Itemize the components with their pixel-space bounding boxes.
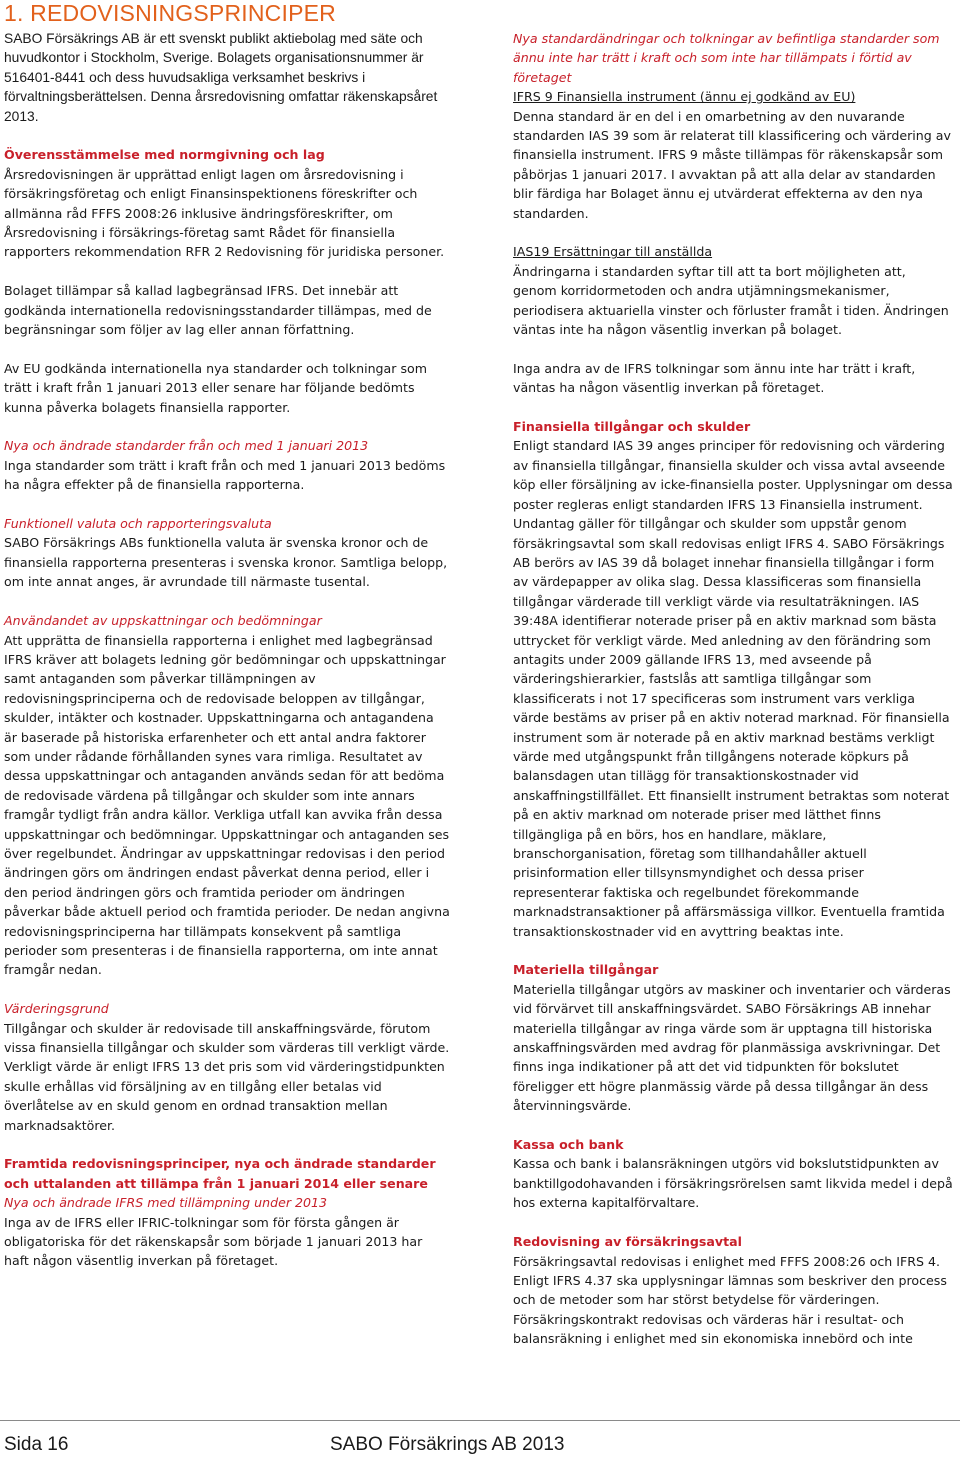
section-insurance-contracts	[513, 1232, 953, 1348]
section-eu-standards	[4, 359, 450, 417]
section-estimates	[4, 611, 450, 980]
section-other-ifrs	[513, 359, 953, 398]
section-heading: Nya och ändrade standarder från och med 1 januari 2013	[4, 438, 369, 454]
section-heading: Funktionell valuta och rapporteringsvaluta	[4, 516, 272, 532]
section-valuation	[4, 999, 450, 1135]
section-body: Årsredovisningen är upprättad enligt lagen om årsredovisning i försäkringsföretag och enligt Finansinspektionens föreskrifter och allmänna råd FFFS 2008:26 inklusive ändringsföreskrifter, om Årsredovisning i försäkrings-företag samt Rådet för finansiella rapporters rekommendation RFR 2 Redovisning för juridiska personer.	[4, 166, 445, 260]
section-new-standards	[4, 436, 450, 494]
section-body: Att upprätta de finansiella rapporterna i enlighet med lagbegränsad IFRS kräver att bolagets ledning gör bedömningar och uppskattningar samt antaganden som påverkar tillämpningen av redovisningsprinciperna och de redovisade beloppen av tillgångar, skulder, intäkter och kostnader. Uppskattningarna och antagandena är baserade på historiska erfarenheter och ett antal andra faktorer som under rådande förhållanden synes vara rimliga. Resultatet av dessa uppskattningar och antaganden används sedan för att bedöma de redovisade värdena på tillgångar och skulder som inte annars framgår tydligt från andra källor. Verkliga utfall kan avvika från dessa uppskattningar och bedömningar. Uppskattningar och antaganden ses över regelbundet. Ändringar av uppskattningar redovisas i den period ändringen görs om ändringen endast påverkat denna period, eller i den period ändringen görs och framtida perioder om ändringen påverkar både aktuell period och framtida perioder. De nedan angivna redovisningsprinciperna har tillämpats konsekvent på samtliga perioder som presenteras i de finansiella rapporterna, om inte annat framgår nedan.	[4, 632, 450, 978]
footer-divider	[0, 1420, 960, 1421]
section-body: Inga standarder som trätt i kraft från och med 1 januari 2013 bedöms ha några effekter på de finansiella rapporterna.	[4, 457, 446, 493]
right-column	[513, 29, 953, 1368]
section-heading: Överensstämmelse med normgivning och lag	[4, 147, 325, 163]
section-subheading: IFRS 9 Finansiella instrument (ännu ej godkänd av EU)	[513, 89, 856, 105]
section-body: Ändringarna i standarden syftar till att ta bort möjligheten att, genom korridormetoden och andra utjämningsmekanismer, periodisera aktuariella vinster och förluster framåt i tiden. Ändringen väntas inte ha någon väsentlig inverkan på bolaget.	[513, 263, 949, 338]
section-subheading: Nya och ändrade IFRS med tillämpning under 2013	[4, 1195, 328, 1211]
section-cash-bank	[513, 1135, 953, 1213]
section-heading: Redovisning av försäkringsavtal	[513, 1234, 742, 1250]
section-upcoming-standards	[513, 29, 953, 223]
section-heading: Värderingsgrund	[4, 1001, 109, 1017]
section-ias19	[513, 242, 953, 339]
section-subheading: IAS19 Ersättningar till anställda	[513, 244, 713, 260]
page-title: 1. REDOVISNINGSPRINCIPER	[4, 0, 336, 26]
section-body: Inga andra av de IFRS tolkningar som ännu inte har trätt i kraft, väntas ha någon väsentlig inverkan på företaget.	[513, 360, 916, 396]
section-heading: Finansiella tillgångar och skulder	[513, 419, 751, 435]
section-body: Denna standard är en del i en omarbetning av den nuvarande standarden IAS 39 som är relaterat till klassificering och värdering av finansiella instrument. IFRS 9 måste tillämpas för räkenskapsår som påbörjas 1 januari 2017. I avvaktan på att alla delar av standarden blir färdiga har Bolaget ännu ej utvärderat effekterna av den nya standarden.	[513, 108, 951, 221]
section-currency	[4, 514, 450, 592]
section-body: Av EU godkända internationella nya standarder och tolkningar som trätt i kraft från 1 januari 2013 eller senare har följande bedömts kunna påverka bolagets finansiella rapporter.	[4, 360, 427, 415]
section-compliance	[4, 145, 450, 261]
section-future-principles	[4, 1154, 450, 1270]
section-body: SABO Försäkrings ABs funktionella valuta är svenska kronor och de finansiella rapporterna presenteras i svenska kronor. Samtliga belopp, om inte annat anges, är avrundade till närmaste tusental.	[4, 535, 448, 590]
section-ifrs	[4, 281, 450, 339]
section-body: Inga av de IFRS eller IFRIC-tolkningar som för första gången är obligatoriska för det räkenskapsår som började 1 januari 2013 har haft någon väsentlig inverkan på företaget.	[4, 1214, 423, 1269]
section-heading: Kassa och bank	[513, 1137, 624, 1153]
section-body: Tillgångar och skulder är redovisade till anskaffningsvärde, förutom vissa finansiella tillgångar och skulder som värderas till verkligt värde. Verkligt värde är enligt IFRS 13 det pris som vid värderingstidpunkten skulle erhållas vid försäljning av en tillgång eller betalas vid överlåtelse av en skuld genom en ordnad transaktion mellan marknadsaktörer.	[4, 1020, 450, 1133]
intro-paragraph: SABO Försäkrings AB är ett svenskt publikt aktiebolag med säte och huvudkontor i Stockholm, Sverige. Bolagets organisationsnummer är 516401-8441 och dess huvudsakliga verksamhet beskrivs i förvaltningsberättelsen. Denna årsredovisning omfattar räkenskapsåret 2013.	[4, 31, 438, 124]
section-body: Materiella tillgångar utgörs av maskiner och inventarier och värderas vid förvärvet till anskaffningsvärdet. SABO Försäkrings AB innehar materiella tillgångar av ringa värde som är upptagna till historiska anskaffningsvärden med avdrag för planmässiga avskrivningar. Det finns inga indikationer på att det vid tidpunkten för bokslutet föreligger ett högre planmässig värde på dessa tillgångar än dess återvinningsvärde.	[513, 981, 951, 1114]
section-financial-assets	[513, 417, 953, 941]
section-body: Bolaget tillämpar så kallad lagbegränsad IFRS. Det innebär att godkända internationella redovisningsstandarder tillämpas, med de begränsningar som följer av lag eller annan författning.	[4, 283, 432, 338]
page-number: Sida 16	[4, 1434, 69, 1455]
section-body: Försäkringsavtal redovisas i enlighet med FFFS 2008:26 och IFRS 4. Enligt IFRS 4.37 ska upplysningar lämnas som beskriver den process och de metoder som har störst betydelse för värderingen. Försäkringskontrakt redovisas och värderas här i resultat- och balansräkning i enlighet med sin ekonomiska innebörd och inte	[513, 1253, 947, 1347]
section-body: Kassa och bank i balansräkningen utgörs vid bokslutstidpunkten av banktillgodohavanden i försäkringsrörelsen samt likvida medel i depå hos externa kapitalförvaltare.	[513, 1156, 953, 1211]
section-heading: Användandet av uppskattningar och bedömningar	[4, 613, 322, 629]
section-heading: Nya standardändringar och tolkningar av befintliga standarder som ännu inte har trätt i kraft och som inte har tillämpats i förtid av företaget	[513, 31, 940, 85]
section-body: Enligt standard IAS 39 anges principer för redovisning och värdering av finansiella tillgångar, finansiella skulder och vissa avtal avseende köp eller försäljning av icke-finansiella poster. Upplysningar om dessa poster regleras enligt standarden IFRS 13 Finansiella instrument. Undantag gäller för tillgångar och skulder som uppstår genom försäkringsavtal som skall redovisas enligt IFRS 4. SABO Försäkrings AB berörs av IAS 39 då bolaget innehar finansiella tillgångar i form av värdepapper av olika slag. Dessa klassificeras som finansiella tillgångar värderade till verkligt värde via resultaträkningen. IAS 39:48A identifierar noterade priser på en aktiv marknad som bästa uttrycket för verkligt värde. Med anledning av den förändring som antagits under 2009 gällande IFRS 13, med avseende på värderingshierarkier, fastslås att samtliga tillgångar som klassificerats i not 17 specificeras som instrument vars verkliga värde bestäms av priser på en aktiv noterad marknad. För finansiella instrument som är noterade på en aktiv marknad bestäms verkligt värde med utgångspunkt från tillgångens noterade köpkurs på balansdagen utan tillägg för transaktionskostnader vid anskaffningstillfället. Ett finansiellt instrument betraktas som noterat på en aktiv marknad om noterade priser med lätthet finns tillgängliga på en börs, hos en handlare, mäklare, branschorganisation, företag som tillhandahåller aktuell prisinformation eller tillsynsmyndighet och dessa priser representerar faktiska och regelbundet förekommande marknadstransaktioner på affärsmässiga villkor. Eventuella framtida transaktionskostnader vid en avyttring beaktas inte.	[513, 438, 953, 939]
section-heading: Framtida redovisningsprinciper, nya och ändrade standarder och uttalanden att tillämpa från 1 januari 2014 eller senare	[4, 1156, 436, 1191]
left-column	[4, 29, 450, 1290]
section-heading: Materiella tillgångar	[513, 962, 659, 978]
footer-company: SABO Försäkrings AB 2013	[330, 1434, 565, 1455]
section-tangible-assets	[513, 960, 953, 1115]
